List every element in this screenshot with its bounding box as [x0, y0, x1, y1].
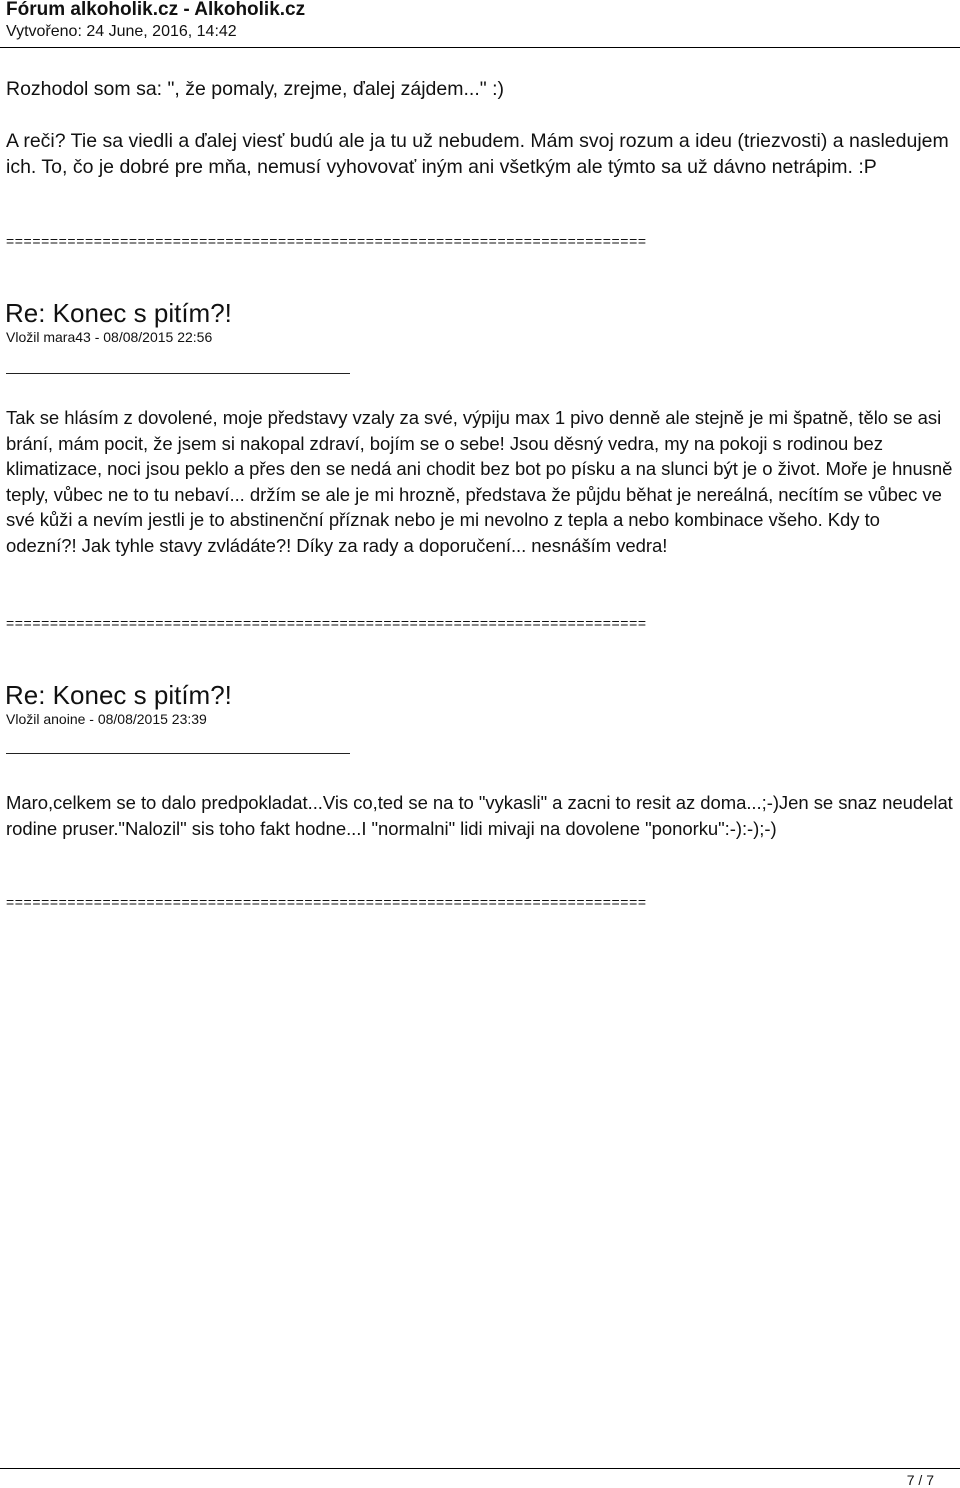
separator: ========================================================================= — [6, 894, 647, 910]
separator: ========================================================================= — [6, 233, 647, 249]
post-body: Maro,celkem se to dalo predpokladat...Vis co,ted se na to "vykasli" a zacni to resit az doma...;-)Jen se snaz neudelat rodine pruser."Nalozil" sis toho fakt hodne...I "normalni" lidi mivaji na dovolene "ponorku":-):-);-) — [6, 792, 953, 839]
meta-divider — [6, 753, 350, 754]
post-body: Tak se hlásím z dovolené, moje představy vzaly za své, výpiju max 1 pivo denně ale stejně je mi špatně, tělo se asi brání, mám pocit, že jsem si nakopal zdraví, bojím se o sebe! Jsou děsný vedra, my na pokoji s rodinou bez klimatizace, noci jsou peklo a přes den se nedá ani chodit bez bot po písku a na slunci být je o život. Moře je hnusně teply, vůbec ne to tu nebaví... držím se ale je mi hrozně, představa že půjdu běhat je nereálná, necítím se vůbec ve své kůži a nevím jestli je to abstinenční příznak nebo je mi nevolno z tepla a nebo kombinace všeho. Kdy to odezní?! Jak tyhle stavy zvládáte?! Díky za rady a doporučení... nesnáším vedra! — [6, 407, 953, 556]
footer-divider — [0, 1468, 960, 1469]
post-meta: Vložil anoine - 08/08/2015 23:39 — [6, 711, 207, 727]
post-title: Re: Konec s pitím?! — [5, 680, 232, 710]
page-number: 7 / 7 — [906, 1472, 934, 1488]
meta-divider — [6, 373, 350, 374]
post-title: Re: Konec s pitím?! — [5, 298, 232, 328]
post-meta: Vložil mara43 - 08/08/2015 22:56 — [6, 329, 213, 345]
intro-paragraph: A reči? Tie sa viedli a ďalej viesť budú ale ja tu už nebudem. Mám svoj rozum a ideu (triezvosti) a nasledujem ich. To, čo je dobré pre mňa, nemusí vyhovovať iným ani všetkým ale týmto sa už dávno netrápim. :P — [6, 130, 949, 178]
separator: ========================================================================= — [6, 615, 647, 631]
site-title: Fórum alkoholik.cz - Alkoholik.cz — [6, 0, 306, 20]
created-timestamp: Vytvořeno: 24 June, 2016, 14:42 — [6, 23, 237, 40]
intro-line: Rozhodol som sa: ", že pomaly, zrejme, ďalej zájdem..." :) — [6, 78, 504, 100]
page-header — [0, 0, 960, 48]
